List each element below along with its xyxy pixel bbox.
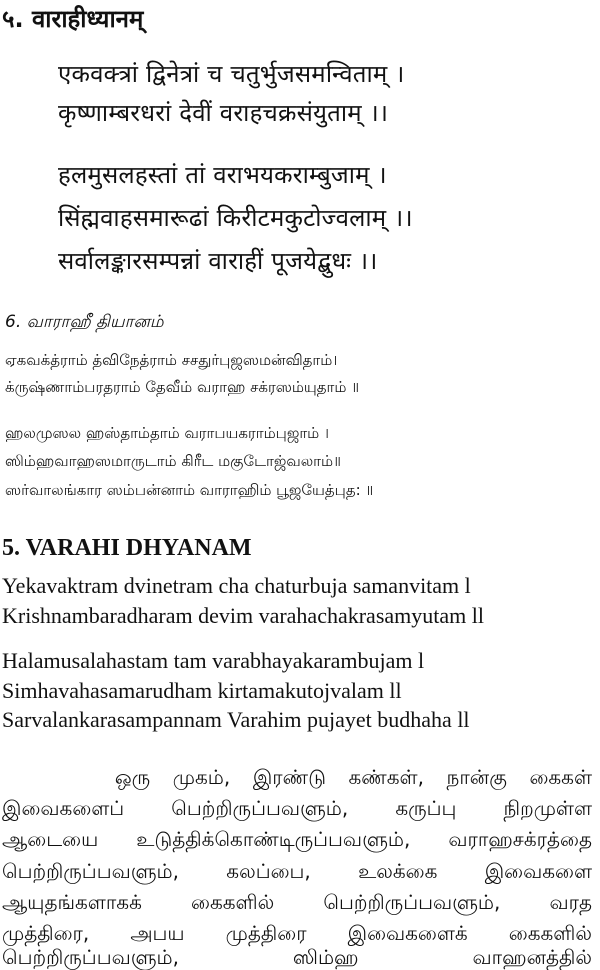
meaning-line-4: பெற்றிருப்பவளும், கலப்பை, உலக்கை இவைகளை <box>2 859 592 883</box>
meaning-line-5: ஆயுதங்களாகக் கைகளில் பெற்றிருப்பவளும், வரத <box>2 890 592 914</box>
tamil-verse2-line2: ஸிம்ஹவாஹஸமாருடாம் கிரீட மகுடோஜ்வலாம்॥ <box>5 452 341 470</box>
tamil-verse2-line3: ஸர்வாலங்கார ஸம்பன்னாம் வாராஹிம் பூஜயேத்புத: ॥ <box>5 481 374 499</box>
english-verse1-line2: Krishnambaradharam devim varahachakrasamyutam ll <box>2 603 484 628</box>
english-verse1-line1: Yekavaktram dvinetram cha chaturbuja samanvitam l <box>2 573 471 598</box>
tamil-title: 6. வாராஹீ தியானம் <box>5 312 164 332</box>
meaning-line-2: இவைகளைப் பெற்றிருப்பவளும், கருப்பு நிறமுள்ள <box>2 796 592 820</box>
tamil-verse1-line2: க்ருஷ்ணாம்பரதராம் தேவீம் வராஹ சக்ரஸம்யுதாம் ॥ <box>5 378 360 396</box>
sanskrit-verse2-line3: सर्वालङ्कारसम्पन्नां वाराहीं पूजयेद्बुधः ।। <box>58 247 378 275</box>
sanskrit-verse2-line1: हलमुसलहस्तां तां वराभयकराम्बुजाम् । <box>58 161 387 189</box>
tamil-verse1-line1: ஏகவக்த்ராம் த்விநேத்ராம் சசதுர்புஜஸமன்விதாம்। <box>5 351 338 369</box>
meaning-line-1: ஒரு முகம், இரண்டு கண்கள், நான்கு கைகள் <box>2 765 592 789</box>
meaning-line-3: ஆடையை உடுத்திக்கொண்டிருப்பவளும், வராஹசக்ரத்தை <box>2 827 592 851</box>
english-title: 5. VARAHI DHYANAM <box>2 535 252 561</box>
tamil-verse2-line1: ஹலமுஸல ஹஸ்தாம்தாம் வராபயகராம்புஜாம் । <box>5 424 329 442</box>
meaning-line-7: பெற்றிருப்பவளும், ஸிம்ஹ வாஹனத்தில் <box>2 945 592 969</box>
sanskrit-title: ५. वाराहीध्यानम् <box>2 5 144 33</box>
sanskrit-verse1-line2: कृष्णाम्बरधरां देवीं वराहचक्रसंयुताम् ।। <box>58 99 389 127</box>
meaning-line-6: முத்திரை, அபய முத்திரை இவைகளைக் கைகளில் <box>2 921 592 945</box>
english-verse2-line1: Halamusalahastam tam varabhayakarambujam l <box>2 648 425 673</box>
english-verse2-line3: Sarvalankarasampannam Varahim pujayet budhaha ll <box>2 707 470 732</box>
sanskrit-verse1-line1: एकवक्त्रां द्विनेत्रां च चतुर्भुजसमन्विताम् । <box>58 60 405 88</box>
english-verse2-line2: Simhavahasamarudham kirtamakutojvalam ll <box>2 678 402 703</box>
sanskrit-verse2-line2: सिंह्मवाहसमारूढां किरीटमकुटोज्वलाम् ।। <box>58 204 413 232</box>
